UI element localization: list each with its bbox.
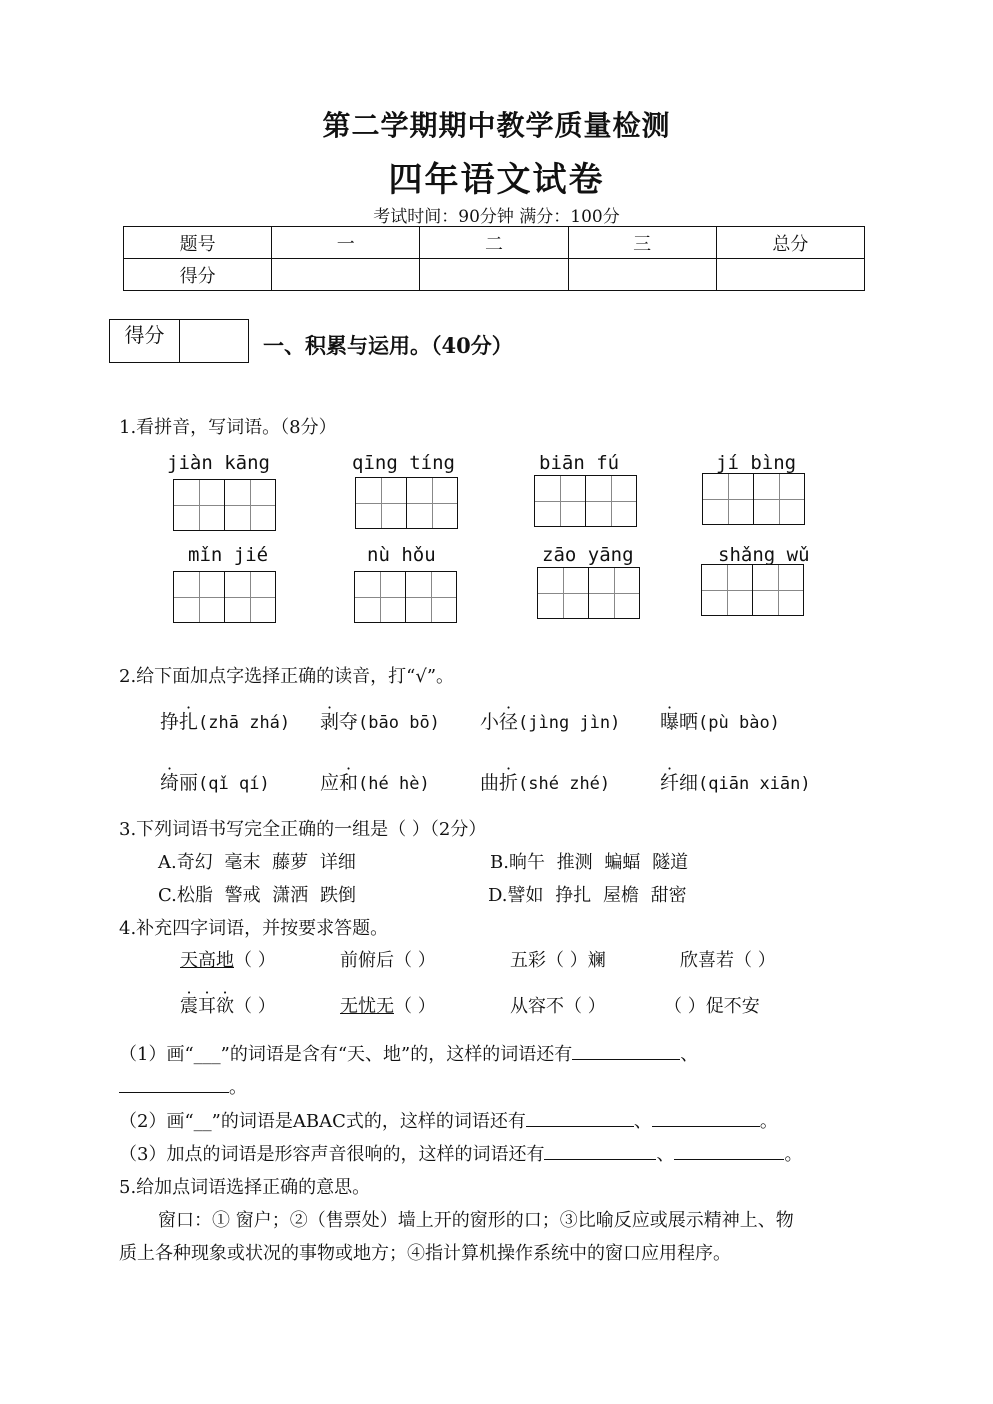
pinyin-label: nù hǒu [367, 544, 436, 566]
answer-blank[interactable] [674, 1142, 784, 1160]
dotted-char: 耳 [198, 996, 216, 1017]
reading-item[interactable] [660, 707, 780, 734]
idiom-item[interactable] [180, 946, 276, 972]
idiom-item[interactable] [340, 992, 436, 1018]
idiom-blank: （ ） [394, 950, 436, 971]
answer-blank[interactable] [652, 1109, 760, 1127]
q4-prompt: 4.补充四字词语，并按要求答题。 [119, 918, 389, 939]
reading-options: (zhā zhá) [198, 713, 291, 733]
sub-question-text: （3）加点的词语是形容声音很响的，这样的词语还有 [119, 1144, 545, 1165]
reading-options: (shé zhé) [518, 774, 611, 794]
score-table-header: 二 [420, 227, 568, 259]
word-part: 晒 [679, 711, 699, 733]
answer-blank[interactable] [572, 1042, 680, 1060]
writing-grid[interactable] [173, 571, 276, 623]
section-score-label: 得分 [110, 320, 180, 362]
idiom-blank: （ ） [234, 996, 276, 1017]
idiom-blank: （ ） [664, 996, 706, 1017]
q5-definition-line1: 窗口：① 窗户；②（售票处）墙上开的窗形的口；③比喻反应或展示精神上、物 [158, 1210, 794, 1231]
score-table-header: 总分 [716, 227, 864, 259]
reading-item[interactable] [480, 768, 610, 795]
score-table-score-row [124, 259, 865, 291]
pinyin-label: biān fú [539, 452, 620, 474]
section-score-box [109, 319, 249, 363]
idiom-text: 前俯后 [340, 950, 394, 971]
word-part: 应 [320, 772, 340, 794]
reading-item[interactable] [320, 768, 430, 795]
q1-prompt: 1.看拼音，写词语。（8分） [119, 417, 337, 438]
answer-blank[interactable] [119, 1075, 229, 1093]
separator: 。 [759, 1111, 778, 1132]
score-cell[interactable] [568, 259, 716, 291]
separator: 、 [680, 1044, 699, 1065]
idiom-item[interactable] [180, 992, 276, 1018]
q2-prompt: 2.给下面加点字选择正确的读音，打“√”。 [119, 666, 455, 687]
idiom-item[interactable] [340, 946, 436, 972]
writing-grid[interactable] [534, 475, 637, 527]
q4-sub1-cont [119, 1073, 247, 1099]
score-cell[interactable] [272, 259, 420, 291]
q3-prompt: 3.下列词语书写完全正确的一组是（ ）（2分） [119, 819, 487, 840]
score-table-header-row [124, 227, 865, 259]
exam-title: 第二学期期中教学质量检测 [322, 109, 671, 142]
idiom-blank: （ ） [234, 950, 276, 971]
section-title: 一、积累与运用。（40分） [263, 333, 513, 358]
separator: 。 [229, 1077, 247, 1098]
dotted-char: 震 [180, 996, 198, 1017]
dotted-char: 欲 [216, 996, 234, 1017]
writing-grid[interactable] [702, 473, 805, 525]
q4-sub1 [119, 1040, 698, 1066]
reading-item[interactable] [660, 768, 811, 795]
reading-item[interactable] [480, 707, 620, 734]
idiom-text: 斓 [587, 950, 606, 971]
writing-grid[interactable] [354, 571, 457, 623]
section-score-cell[interactable] [180, 320, 248, 362]
word-part: 细 [679, 772, 699, 794]
q3-option-b[interactable]: B.晌午 推测 蝙蝠 隧道 [490, 852, 689, 873]
reading-item[interactable] [160, 707, 290, 734]
word-part: 小 [480, 711, 500, 733]
reading-options: (pù bào) [698, 713, 780, 733]
separator: 。 [784, 1144, 803, 1165]
answer-blank[interactable] [544, 1142, 656, 1160]
idiom-text: 五彩 [510, 950, 546, 971]
dotted-char: 折 [499, 772, 519, 794]
reading-options: (jìng jìn) [518, 713, 621, 733]
writing-grid[interactable] [701, 564, 804, 616]
sub-question-text: （2）画“__”的词语是ABAC式的，这样的词语还有 [119, 1111, 526, 1132]
q5-definition-line2: 质上各种现象或状况的事物或地方；④指计算机操作系统中的窗口应用程序。 [119, 1243, 731, 1264]
idiom-text: 从容不 [510, 996, 564, 1017]
idiom-item[interactable] [510, 992, 606, 1018]
pinyin-label: qīng tíng [352, 452, 455, 474]
word-part: 曲 [480, 772, 500, 794]
separator: 、 [656, 1144, 675, 1165]
writing-grid[interactable] [537, 567, 640, 619]
reading-options: (qǐ qí) [198, 774, 270, 794]
idiom-item[interactable] [664, 992, 760, 1018]
reading-options: (bāo bō) [358, 713, 440, 733]
pinyin-label: jí bìng [716, 452, 797, 474]
idiom-text: 促不安 [705, 996, 760, 1017]
idiom-blank: （ ） [394, 996, 436, 1017]
score-row-label: 得分 [124, 259, 272, 291]
dotted-char: 径 [499, 711, 519, 733]
dotted-char: 曝 [660, 711, 680, 733]
idiom-text: 无忧无 [340, 996, 394, 1017]
dotted-char: 纤 [660, 772, 680, 794]
score-cell[interactable] [420, 259, 568, 291]
word-part: 丽 [179, 772, 199, 794]
dotted-char: 剥 [320, 711, 340, 733]
dotted-char: 和 [339, 772, 359, 794]
score-table [123, 226, 865, 291]
pinyin-label: shǎng wǔ [718, 544, 810, 566]
sub-question-text: （1）画“___”的词语是含有“天、地”的，这样的词语还有 [119, 1044, 573, 1065]
q3-option-d[interactable]: D.譬如 挣扎 屋檐 甜密 [488, 885, 687, 906]
reading-item[interactable] [160, 768, 270, 795]
writing-grid[interactable] [173, 479, 276, 531]
reading-options: (qiān xiān) [698, 774, 811, 794]
q4-sub3 [119, 1140, 802, 1166]
pinyin-label: jiàn kāng [167, 452, 270, 474]
reading-options: (hé hè) [358, 774, 430, 794]
reading-item[interactable] [320, 707, 440, 734]
score-table-header: 三 [568, 227, 716, 259]
separator: 、 [633, 1111, 652, 1132]
writing-grid[interactable] [355, 477, 458, 529]
q3-option-a[interactable]: A.奇幻 毫末 藤萝 详细 [158, 852, 356, 873]
idiom-blank: （ ） [734, 950, 776, 971]
idiom-blank: （ ） [546, 950, 588, 971]
pinyin-label: zāo yāng [542, 544, 634, 566]
dotted-char: 绮 [160, 772, 180, 794]
idiom-blank: （ ） [564, 996, 606, 1017]
q4-sub2 [119, 1107, 778, 1133]
idiom-item[interactable] [510, 946, 606, 972]
idiom-item[interactable] [680, 946, 776, 972]
score-table-header: 一 [272, 227, 420, 259]
idiom-text: 天高地 [180, 950, 234, 971]
score-cell[interactable] [716, 259, 864, 291]
dotted-char: 扎 [179, 711, 199, 733]
q3-option-c[interactable]: C.松脂 警戒 潇洒 跌倒 [158, 885, 357, 906]
exam-info: 考试时间：90分钟 满分：100分 [373, 207, 620, 227]
idiom-text: 欣喜若 [680, 950, 734, 971]
answer-blank[interactable] [526, 1109, 634, 1127]
score-table-header: 题号 [124, 227, 272, 259]
paper-title: 四年语文试卷 [388, 160, 605, 200]
word-part: 夺 [339, 711, 359, 733]
q5-prompt: 5.给加点词语选择正确的意思。 [119, 1177, 371, 1198]
word-part: 挣 [160, 711, 180, 733]
pinyin-label: mǐn jié [188, 544, 269, 566]
